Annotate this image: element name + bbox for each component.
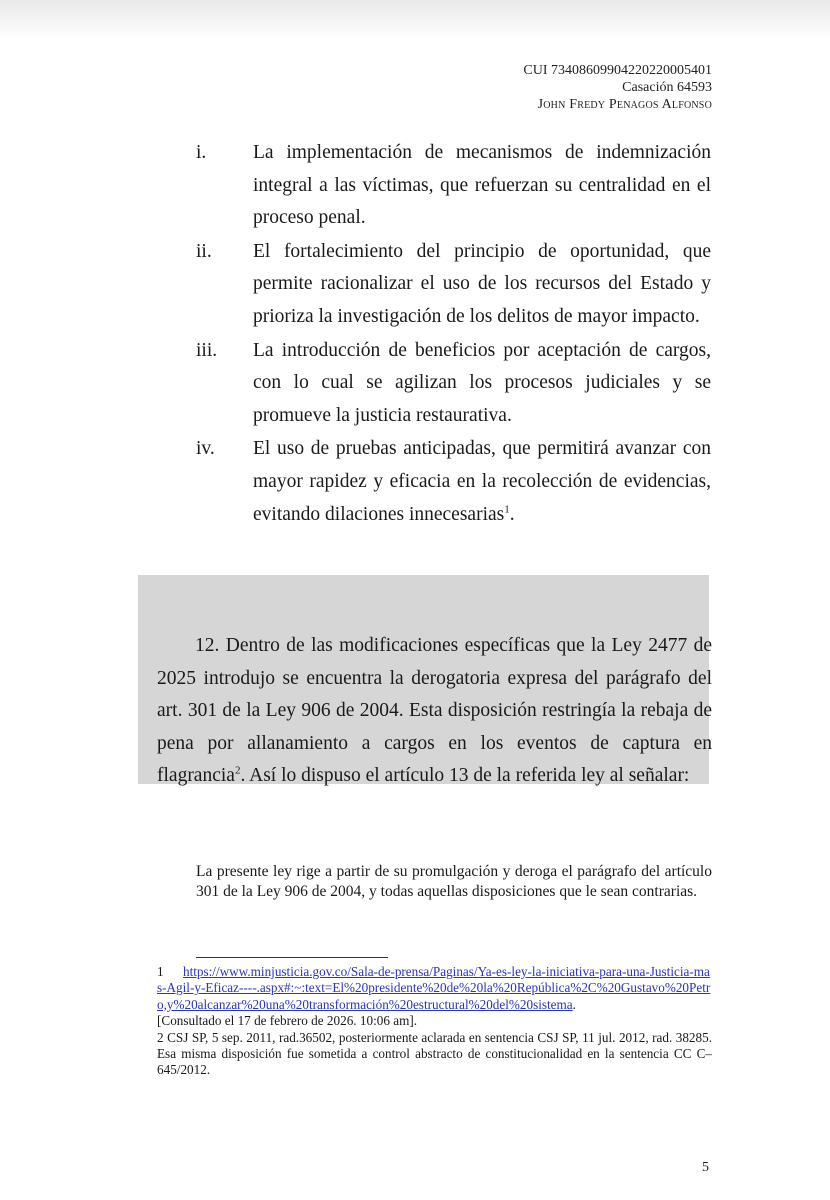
- list-item-text: La introducción de beneficios por aceptación de cargos, con lo cual se agilizan los procesos judiciales y se promueve la justicia restaurativa.: [253, 339, 711, 426]
- footnote-ref-2[interactable]: 2: [234, 764, 241, 777]
- footnote-consulted: [Consultado el 17 de febrero de 2026. 10:06 am].: [157, 1013, 418, 1029]
- page-number: 5: [702, 1160, 709, 1175]
- footnote-divider: [196, 957, 388, 958]
- block-quote: La presente ley rige a partir de su promulgación y deroga el parágrafo del artículo 301 de la Ley 906 de 2004, y todas aquellas disposiciones que le sean contrarias.: [196, 863, 712, 900]
- list-item-number: iv.: [196, 438, 215, 460]
- top-shadow: [0, 0, 830, 40]
- list-item: [196, 433, 711, 531]
- list-item-text: La implementación de mecanismos de indemnización integral a las víctimas, que refuerzan su centralidad en el proceso penal.: [253, 142, 711, 229]
- list-item-text-body: El uso de pruebas anticipadas, que permitirá avanzar con mayor rapidez y eficacia en la recolección de evidencias, evitando dilaciones innecesarias: [253, 438, 711, 525]
- list-item-number: ii.: [196, 240, 212, 262]
- footnotes: [157, 964, 712, 1079]
- list-item-text: El fortalecimiento del principio de oportunidad, que permite racionalizar el uso de los recursos del Estado y prioriza la investigación de los delitos de mayor impacto.: [253, 240, 711, 327]
- footnote-number: 2: [157, 1029, 164, 1045]
- footnote-link[interactable]: https://www.minjusticia.gov.co/Sala-de-prensa/Paginas/Ya-es-ley-la-iniciativa-para-una-Justicia-mas-Agil-y-Eficaz----.aspx#:~:text=El%20presidente%20de%20la%20República%2C%20Gustavo%20Petro,y%20alcanzar%20una%20transformación%20estructural%20del%20sistema: [157, 964, 711, 1012]
- case-cui: CUI 73408609904220220005401: [523, 63, 712, 78]
- list-item-number: iii.: [196, 339, 218, 361]
- list-item: [196, 236, 711, 334]
- footnote-text: CSJ SP, 5 sep. 2011, rad.36502, posteriormente aclarada en sentencia CSJ SP, 11 jul. 2012, rad. 38285. Esa misma disposición fue sometida a control abstracto de constitucionalidad en la sentencia CC C–645/2012.: [157, 1029, 713, 1078]
- paragraph-12: [157, 630, 712, 793]
- footnote-2: [157, 1030, 712, 1079]
- footnote-1: [157, 964, 712, 1030]
- list-item-number: i.: [196, 142, 207, 163]
- case-party-name: John Fredy Penagos Alfonso: [537, 97, 712, 112]
- document-header: [523, 62, 712, 113]
- paragraph-text: 12. Dentro de las modificaciones específicas que la Ley 2477 de 2025 introdujo se encuentra la derogatoria expresa del parágrafo del art. 301 de la Ley 906 de 2004. Esta disposición restringía la rebaja de pena por allanamiento a cargos en los eventos de captura en flagrancia: [157, 635, 712, 787]
- footnote-link-end: .: [572, 996, 576, 1012]
- footnote-number: 1: [157, 964, 164, 979]
- list-item: [196, 335, 711, 433]
- case-casacion: Casación 64593: [622, 80, 712, 95]
- footnote-ref-1[interactable]: 1: [504, 503, 510, 516]
- paragraph-text-end: . Así lo dispuso el artículo 13 de la referida ley al señalar:: [240, 765, 690, 787]
- list-item: [196, 137, 711, 235]
- list-item-text-end: .: [509, 503, 515, 525]
- enumerated-list: [196, 137, 711, 532]
- list-item-text: [253, 433, 711, 531]
